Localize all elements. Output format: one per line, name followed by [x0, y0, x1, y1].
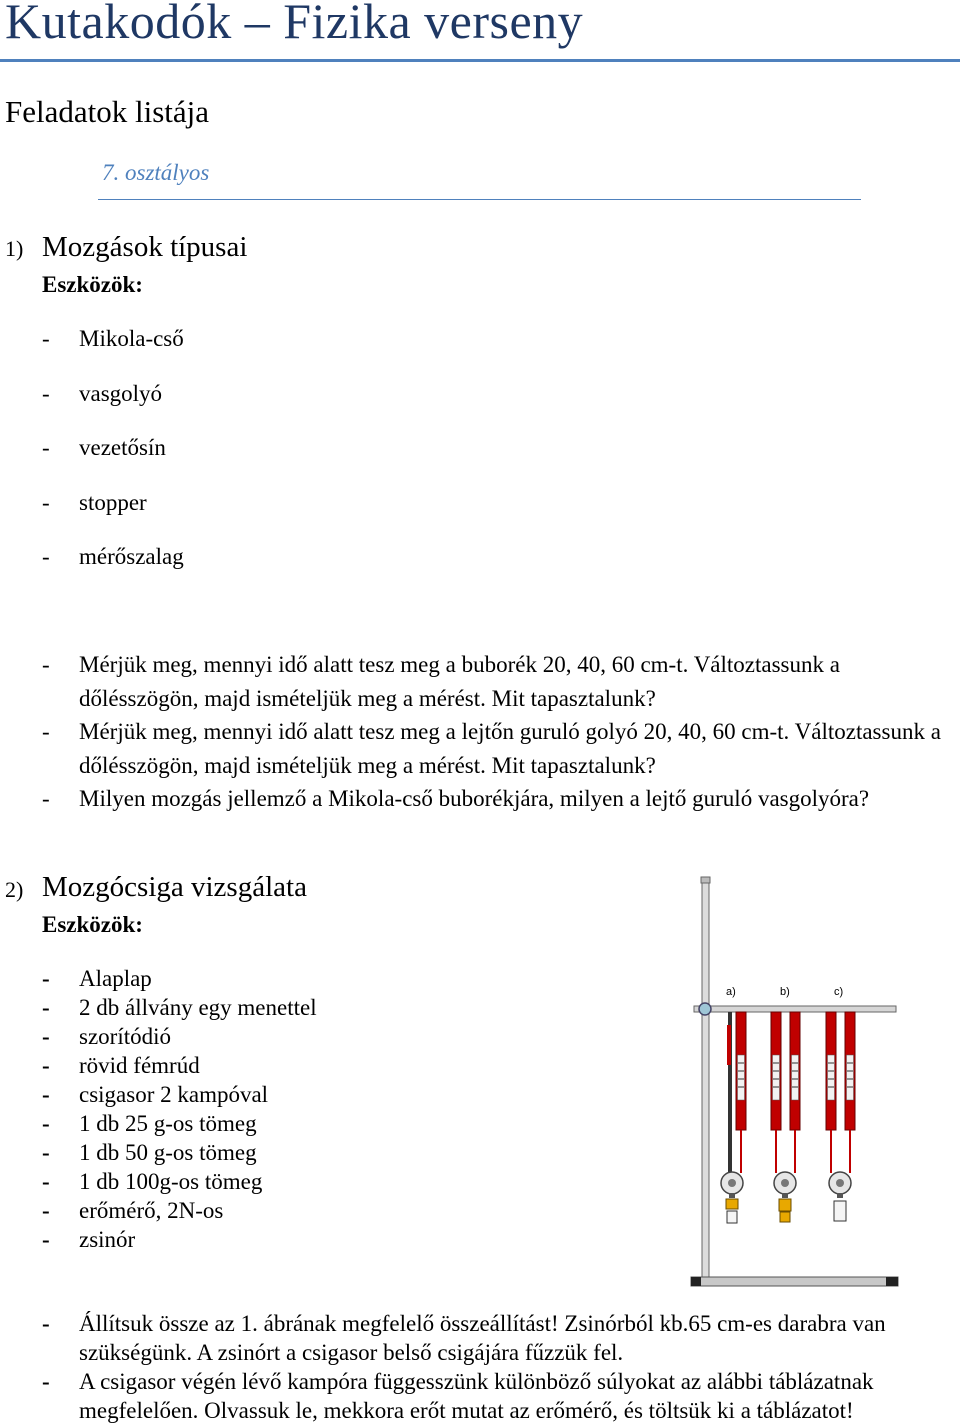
pulley-setup-figure: [686, 875, 906, 1290]
figure-label-c: c): [834, 986, 844, 998]
section-1-title: Mozgások típusai: [42, 231, 248, 263]
page-title: Kutakodók – Fizika verseny: [5, 0, 584, 49]
grade-heading: 7. osztályos: [102, 160, 210, 185]
section-1-tools-label: Eszközök:: [42, 272, 143, 297]
grade-underline: [98, 199, 861, 200]
figure-label-b: b): [780, 986, 790, 998]
pulley-assembly-b: [771, 1012, 800, 1222]
pulley-assembly-c: [826, 1012, 855, 1221]
pulley-assembly-a: [721, 1012, 746, 1223]
figure-label-a: a): [726, 986, 736, 998]
title-underline: [0, 59, 960, 62]
section-2-title: Mozgócsiga vizsgálata: [42, 871, 307, 903]
subtitle: Feladatok listája: [5, 94, 210, 129]
section-1-number: 1): [5, 236, 24, 261]
section-2-tools-label: Eszközök:: [42, 912, 143, 937]
section-2-number: 2): [5, 877, 24, 902]
